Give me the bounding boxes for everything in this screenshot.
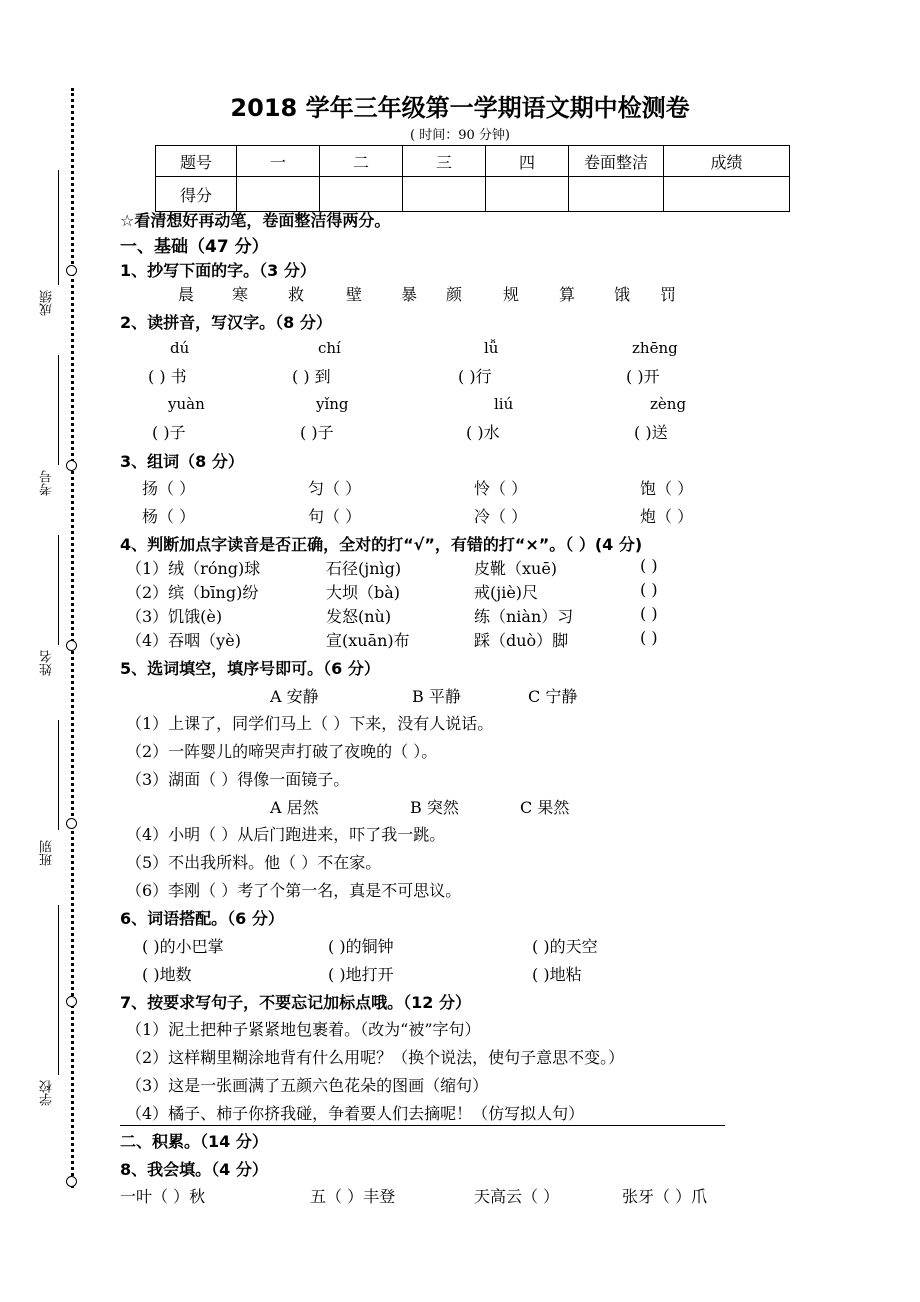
score-cell[interactable] [237, 177, 320, 212]
question-title: 8、我会填。（4 分） [120, 1160, 268, 1179]
score-cell[interactable] [664, 177, 790, 212]
score-cell[interactable] [403, 177, 486, 212]
judge-item: 皮靴（xuē) [474, 559, 558, 578]
sidebar-label-school: 学校 [40, 1080, 55, 1106]
question-title: 1、抄写下面的字。（3 分） [120, 261, 316, 280]
exam-time: ( 时间：90 分钟) [410, 128, 510, 143]
fill-line-score [58, 170, 59, 285]
binding-hole-circle [66, 265, 77, 276]
sentence-line[interactable]: （6）李刚（ ）考了个第一名，真是不可思议。 [126, 881, 462, 900]
section-heading: 一、基础（47 分） [120, 237, 269, 257]
question-title: 2、读拼音，写汉字。（8 分） [120, 313, 332, 332]
sentence-task: （3）这是一张画满了五颜六色花朵的图画（缩句） [126, 1076, 489, 1095]
question-title: 6、词语搭配。（6 分） [120, 909, 284, 928]
answer-blank[interactable]: ( ) [640, 604, 658, 623]
judge-item: （4）吞咽（yè) [126, 631, 241, 650]
sidebar-label-class: 班别 [40, 840, 55, 866]
pinyin: liú [494, 395, 514, 413]
answer-blank[interactable]: ( )子 [152, 423, 186, 442]
binding-hole-circle [66, 460, 77, 471]
divider [120, 1125, 725, 1126]
sentence-line[interactable]: （1）上课了，同学们马上（ ）下来，没有人说话。 [126, 714, 494, 733]
idiom-item[interactable]: 天高云（ ） [474, 1187, 560, 1206]
judge-item: （3）饥饿(è) [126, 607, 223, 626]
judge-item: 戒(jiè)尺 [474, 583, 539, 602]
binding-hole-circle [66, 1176, 77, 1187]
word-item[interactable]: 匀（ ） [308, 479, 362, 498]
char-item: 救 [288, 285, 305, 304]
answer-blank[interactable]: ( ) 到 [292, 367, 331, 386]
table-header-cell: 成绩 [664, 146, 790, 177]
fill-line-name [58, 535, 59, 645]
option-item: A 安静 [270, 687, 319, 706]
score-table-header-row [156, 146, 790, 177]
sidebar-label-id: 考号 [40, 470, 55, 496]
sentence-task: （4）橘子、柿子你挤我碰，争着要人们去摘呢！（仿写拟人句） [126, 1104, 585, 1123]
fill-line-school [58, 905, 59, 1075]
char-item: 壁 [346, 285, 363, 304]
question-title: 5、选词填空，填序号即可。（6 分） [120, 659, 380, 678]
char-item: 饿 [614, 285, 631, 304]
table-row-label: 得分 [156, 177, 237, 212]
match-item[interactable]: ( )地粘 [532, 965, 582, 984]
char-item: 晨 [178, 285, 195, 304]
binding-hole-circle [66, 640, 77, 651]
judge-item: （1）绒（róng)球 [126, 559, 261, 578]
score-cell[interactable] [569, 177, 664, 212]
option-item: C 宁静 [528, 687, 578, 706]
notice: ☆看清想好再动笔，卷面整洁得两分。 [120, 211, 391, 230]
answer-blank[interactable]: ( )开 [626, 367, 660, 386]
judge-item: 踩（duò）脚 [474, 631, 569, 650]
char-item: 颜 [446, 285, 463, 304]
judge-item: 大坝（bà) [326, 583, 401, 602]
pinyin: lǚ [484, 339, 499, 357]
binding-margin [0, 0, 110, 1302]
word-item[interactable]: 炮（ ） [640, 507, 694, 526]
word-item[interactable]: 饱（ ） [640, 479, 694, 498]
fill-line-id [58, 355, 59, 465]
option-item: B 平静 [412, 687, 461, 706]
match-item[interactable]: ( )地打开 [328, 965, 394, 984]
score-cell[interactable] [320, 177, 403, 212]
question-title: 7、按要求写句子，不要忘记加标点哦。（12 分） [120, 993, 471, 1012]
answer-blank[interactable]: ( ) [640, 556, 658, 575]
sidebar-label-name: 姓名 [40, 650, 55, 676]
match-item[interactable]: ( )的铜钟 [328, 937, 394, 956]
sentence-line[interactable]: （4）小明（ ）从后门跑进来，吓了我一跳。 [126, 825, 446, 844]
dotted-cut-line [71, 88, 74, 1188]
answer-blank[interactable]: ( )水 [466, 423, 500, 442]
pinyin: dú [170, 339, 190, 357]
match-item[interactable]: ( )的小巴掌 [142, 937, 224, 956]
word-item[interactable]: 句（ ） [308, 507, 362, 526]
word-item[interactable]: 扬（ ） [142, 479, 196, 498]
idiom-item[interactable]: 五（ ）丰登 [310, 1187, 396, 1206]
table-header-cell: 题号 [156, 146, 237, 177]
idiom-item[interactable]: 张牙（ ）爪 [622, 1187, 708, 1206]
idiom-item[interactable]: 一叶（ ）秋 [120, 1187, 206, 1206]
char-item: 暴 [401, 285, 418, 304]
answer-blank[interactable]: ( ) [640, 628, 658, 647]
pinyin: zèng [650, 395, 687, 413]
binding-hole-circle [66, 996, 77, 1007]
sentence-line[interactable]: （3）湖面（ ）得像一面镜子。 [126, 770, 350, 789]
pinyin: chí [318, 339, 341, 357]
table-header-cell: 二 [320, 146, 403, 177]
pinyin: yuàn [168, 395, 205, 413]
exam-title: 2018 学年三年级第一学期语文期中检测卷 [230, 94, 690, 122]
match-item[interactable]: ( )的天空 [532, 937, 598, 956]
match-item[interactable]: ( )地数 [142, 965, 192, 984]
char-item: 规 [503, 285, 520, 304]
judge-item: 宣(xuān)布 [326, 631, 410, 650]
table-header-cell: 卷面整洁 [569, 146, 664, 177]
section-heading: 二、积累。（14 分） [120, 1132, 268, 1151]
score-cell[interactable] [486, 177, 569, 212]
char-item: 寒 [232, 285, 249, 304]
answer-blank[interactable]: ( ) 书 [148, 367, 187, 386]
judge-item: （2）缤（bīng)纷 [126, 583, 259, 602]
judge-item: 石径(jnìg) [326, 559, 402, 578]
answer-blank[interactable]: ( )子 [300, 423, 334, 442]
word-item[interactable]: 杨（ ） [142, 507, 196, 526]
question-title: 4、判断加点字读音是否正确，全对的打“√”，有错的打“×”。（ ）(4 分) [120, 535, 643, 554]
score-table [155, 145, 790, 212]
table-header-cell: 一 [237, 146, 320, 177]
word-item[interactable]: 冷（ ） [474, 507, 528, 526]
char-item: 算 [559, 285, 576, 304]
pinyin: zhēng [632, 339, 678, 357]
sentence-line[interactable]: （2）一阵婴儿的啼哭声打破了夜晚的（ ）。 [126, 742, 438, 761]
sidebar-label-score: 成绩 [40, 290, 55, 316]
word-item[interactable]: 怜（ ） [474, 479, 528, 498]
answer-blank[interactable]: ( )行 [458, 367, 492, 386]
judge-item: 发怒(nù) [326, 607, 392, 626]
answer-blank[interactable]: ( ) [640, 580, 658, 599]
fill-line-class [58, 720, 59, 830]
question-title: 3、组词（8 分） [120, 452, 244, 471]
option-item: A 居然 [270, 798, 319, 817]
answer-blank[interactable]: ( )送 [634, 423, 668, 442]
option-item: B 突然 [410, 798, 459, 817]
table-header-cell: 四 [486, 146, 569, 177]
binding-hole-circle [66, 818, 77, 829]
sentence-line[interactable]: （5）不出我所料。他（ ）不在家。 [126, 853, 382, 872]
score-table-score-row [156, 177, 790, 212]
sentence-task: （1）泥土把种子紧紧地包裹着。（改为“被”字句） [126, 1020, 481, 1039]
table-header-cell: 三 [403, 146, 486, 177]
char-item: 罚 [660, 285, 677, 304]
judge-item: 练（niàn）习 [474, 607, 574, 626]
pinyin: yǐng [316, 395, 349, 413]
sentence-task: （2）这样糊里糊涂地背有什么用呢？（换个说法，使句子意思不变。） [126, 1048, 625, 1067]
option-item: C 果然 [520, 798, 570, 817]
